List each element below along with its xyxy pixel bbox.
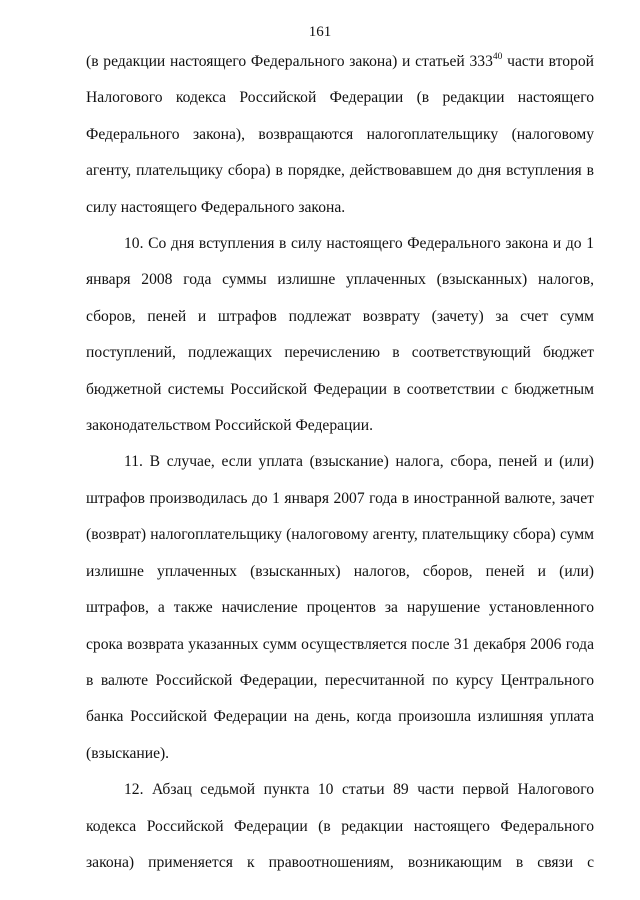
paragraph-10: 10. Со дня вступления в силу настоящего Федерального закона и до 1 января 2008 года суммы излишне уплаченных (взысканных) налогов, сборов, пеней и штрафов подлежат возврату (зачету) за счет сумм поступлений, подлежащих перечислению в соответствующий бюджет бюджетной системы Российской Федерации в соответствии с бюджетным законодательством Российской Федерации. [86, 235, 594, 435]
article-superscript: 40 [492, 51, 503, 62]
paragraph-12: 12. Абзац седьмой пункта 10 статьи 89 части первой Налогового кодекса Российской Федерации (в редакции настоящего Федерального закона) применяется к правоотношениям, возникающим в связи с [86, 781, 594, 871]
page-number: 161 [308, 24, 332, 40]
document-body [86, 44, 594, 881]
paragraph-11: 11. В случае, если уплата (взыскание) налога, сбора, пеней и (или) штрафов производилась до 1 января 2007 года в иностранной валюте, зачет (возврат) налогоплательщику (налоговому агенту, плательщику сбора) сумм излишне уплаченных (взысканных) налогов, сборов, пеней и (или) штрафов, а также начисление процентов за нарушение установленного срока возврата указанных сумм осуществляется после 31 декабря 2006 года в валюте Российской Федерации, пересчитанной по курсу Центрального банка Российской Федерации на день, когда произошла излишняя уплата (взыскание). [86, 453, 594, 762]
continuation-paragraph [86, 44, 594, 226]
continuation-text-start: (в редакции настоящего Федерального закона) и статьей 333 [86, 53, 493, 70]
continuation-text-end: части второй Налогового кодекса Российской Федерации (в редакции настоящего Федерального закона), возвращаются налогоплательщику (налоговому агенту, плательщику сбора) в порядке, действовавшем до дня вступления в силу настоящего Федерального закона. [86, 53, 595, 216]
